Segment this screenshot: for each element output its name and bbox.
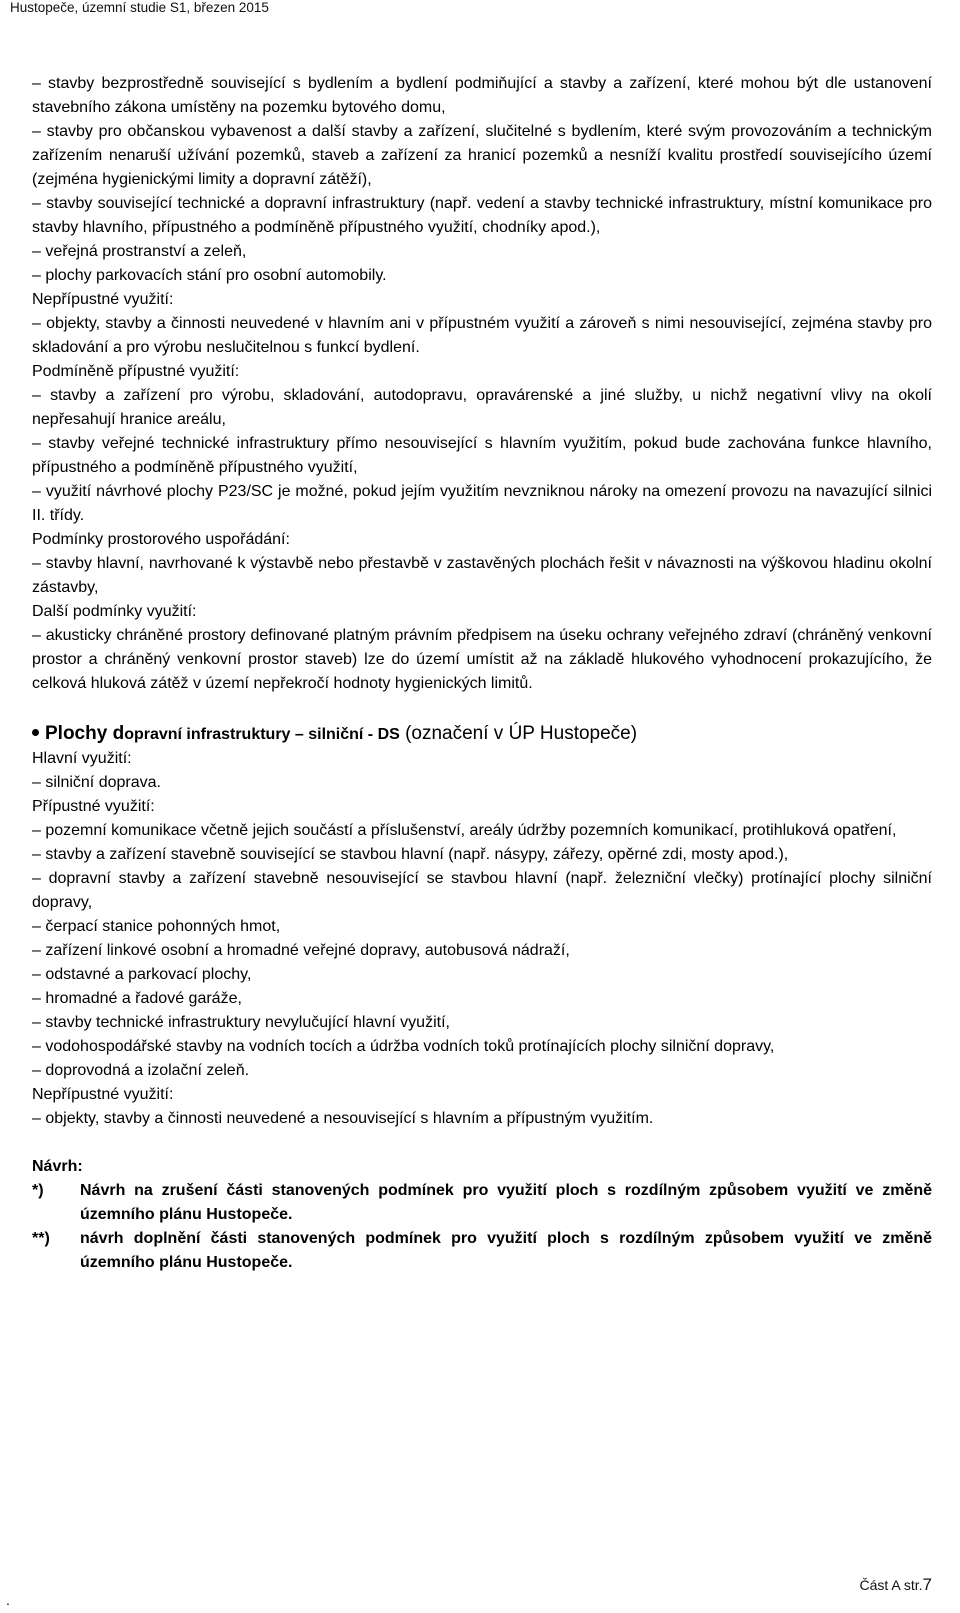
list-item: – využití návrhové plochy P23/SC je možné, pokud jejím využitím nevzniknou nároky na omezení provozu na navazující silnici II. třídy. — [32, 483, 932, 524]
section-heading-prostorove: Podmínky prostorového uspořádání: — [32, 531, 290, 548]
footer-label: Část A str. — [859, 1577, 923, 1593]
section-title-part: Plochy d — [45, 723, 125, 744]
bullet-icon — [32, 729, 39, 736]
section-heading-nepripustne-ds: Nepřípustné využití: — [32, 1086, 174, 1103]
spacer — [32, 696, 932, 720]
list-item: – stavby související technické a dopravní infrastruktury (např. vedení a stavby technické infrastruktury, místní komunikace pro stavby hlavního, přípustného a podmíněně přípustného využití, chodníky apod.), — [32, 195, 932, 236]
corner-mark: . — [6, 1592, 10, 1608]
list-item: – čerpací stanice pohonných hmot, — [32, 918, 281, 935]
note-mark: *) — [32, 1182, 44, 1199]
list-item: – stavby pro občanskou vybavenost a další stavby a zařízení, slučitelné s bydlením, které svým provozováním a technickým zařízením nenaruší užívání pozemků, staveb a zařízení za hranicí pozemků a nesníží kvalitu prostředí souvisejícího území (zejména hygienickými limity a dopravní zátěží), — [32, 123, 932, 188]
list-item: – stavby veřejné technické infrastruktury přímo nesouvisející s hlavním využitím, pokud bude zachována funkce hlavního, přípustného a podmíněně přípustného využití, — [32, 435, 932, 476]
section-heading-navrh: Návrh: — [32, 1158, 83, 1175]
page-number: 7 — [922, 1575, 932, 1594]
list-item: – vodohospodářské stavby na vodních tocích a údržba vodních toků protínajících plochy silniční dopravy, — [32, 1038, 775, 1055]
list-item: – stavby a zařízení pro výrobu, skladování, autodopravu, opravárenské a jiné služby, u nichž negativní vlivy na okolí nepřesahují hranice areálu, — [32, 387, 932, 428]
page-footer — [860, 1575, 933, 1595]
list-item: – doprovodná a izolační zeleň. — [32, 1062, 250, 1079]
list-item: – silniční doprava. — [32, 774, 161, 791]
note-item — [32, 1179, 932, 1227]
section-title-ds — [32, 720, 932, 747]
spacer — [32, 1131, 932, 1155]
section-heading-dalsi: Další podmínky využití: — [32, 603, 197, 620]
list-item: – dopravní stavby a zařízení stavebně nesouvisející se stavbou hlavní (např. železniční vlečky) protínající plochy silniční dopravy, — [32, 870, 932, 911]
section-title-part: opravní infrastruktury – silniční - DS — [124, 726, 400, 743]
list-item: – odstavné a parkovací plochy, — [32, 966, 252, 983]
list-item: – plochy parkovacích stání pro osobní automobily. — [32, 267, 387, 284]
list-item: – akusticky chráněné prostory definované platným právním předpisem na úseku ochrany veřejného zdraví (chráněný venkovní prostor a chráněný venkovní prostor staveb) lze do území umístit až na základě hlukového vyhodnocení prokazujícího, že celková hluková zátěž v území nepřekročí hodnoty hygienických limitů. — [32, 627, 932, 692]
note-text: návrh doplnění části stanovených podmínek pro využití ploch s rozdílným způsobem využití ve změně územního plánu Hustopeče. — [80, 1230, 932, 1271]
list-item: – veřejná prostranství a zeleň, — [32, 243, 247, 260]
section-heading-nepripustne: Nepřípustné využití: — [32, 291, 174, 308]
list-item: – zařízení linkové osobní a hromadné veřejné dopravy, autobusová nádraží, — [32, 942, 570, 959]
section-title-part: (označení v ÚP Hustopeče) — [399, 723, 638, 744]
list-item: – stavby hlavní, navrhované k výstavbě nebo přestavbě v zastavěných plochách řešit v návaznosti na výškovou hladinu okolní zástavby, — [32, 555, 932, 596]
note-item — [32, 1227, 932, 1275]
page-header: Hustopeče, územní studie S1, březen 2015 — [10, 0, 269, 15]
list-item: – stavby technické infrastruktury nevylučující hlavní využití, — [32, 1014, 450, 1031]
section-heading-pripustne: Přípustné využití: — [32, 798, 155, 815]
list-item: – stavby a zařízení stavebně související se stavbou hlavní (např. násypy, zářezy, opěrné zdi, mosty apod.), — [32, 846, 789, 863]
list-item: – hromadné a řadové garáže, — [32, 990, 242, 1007]
list-item: – stavby bezprostředně související s bydlením a bydlení podmiňující a stavby a zařízení, které mohou být dle ustanovení stavebního zákona umístěny na pozemku bytového domu, — [32, 75, 932, 116]
document-body — [32, 72, 932, 1275]
list-item: – objekty, stavby a činnosti neuvedené a nesouvisející s hlavním a přípustným využitím. — [32, 1110, 654, 1127]
section-heading-podminene: Podmíněně přípustné využití: — [32, 363, 240, 380]
note-mark: **) — [32, 1230, 50, 1247]
note-text: Návrh na zrušení části stanovených podmínek pro využití ploch s rozdílným způsobem využití ve změně územního plánu Hustopeče. — [80, 1182, 932, 1223]
section-heading-hlavni: Hlavní využití: — [32, 750, 132, 767]
list-item: – pozemní komunikace včetně jejich součástí a příslušenství, areály údržby pozemních komunikací, protihluková opatření, — [32, 822, 897, 839]
list-item: – objekty, stavby a činnosti neuvedené v hlavním ani v přípustném využití a zároveň s nimi nesouvisející, zejména stavby pro skladování a pro výrobu neslučitelnou s funkcí bydlení. — [32, 315, 932, 356]
